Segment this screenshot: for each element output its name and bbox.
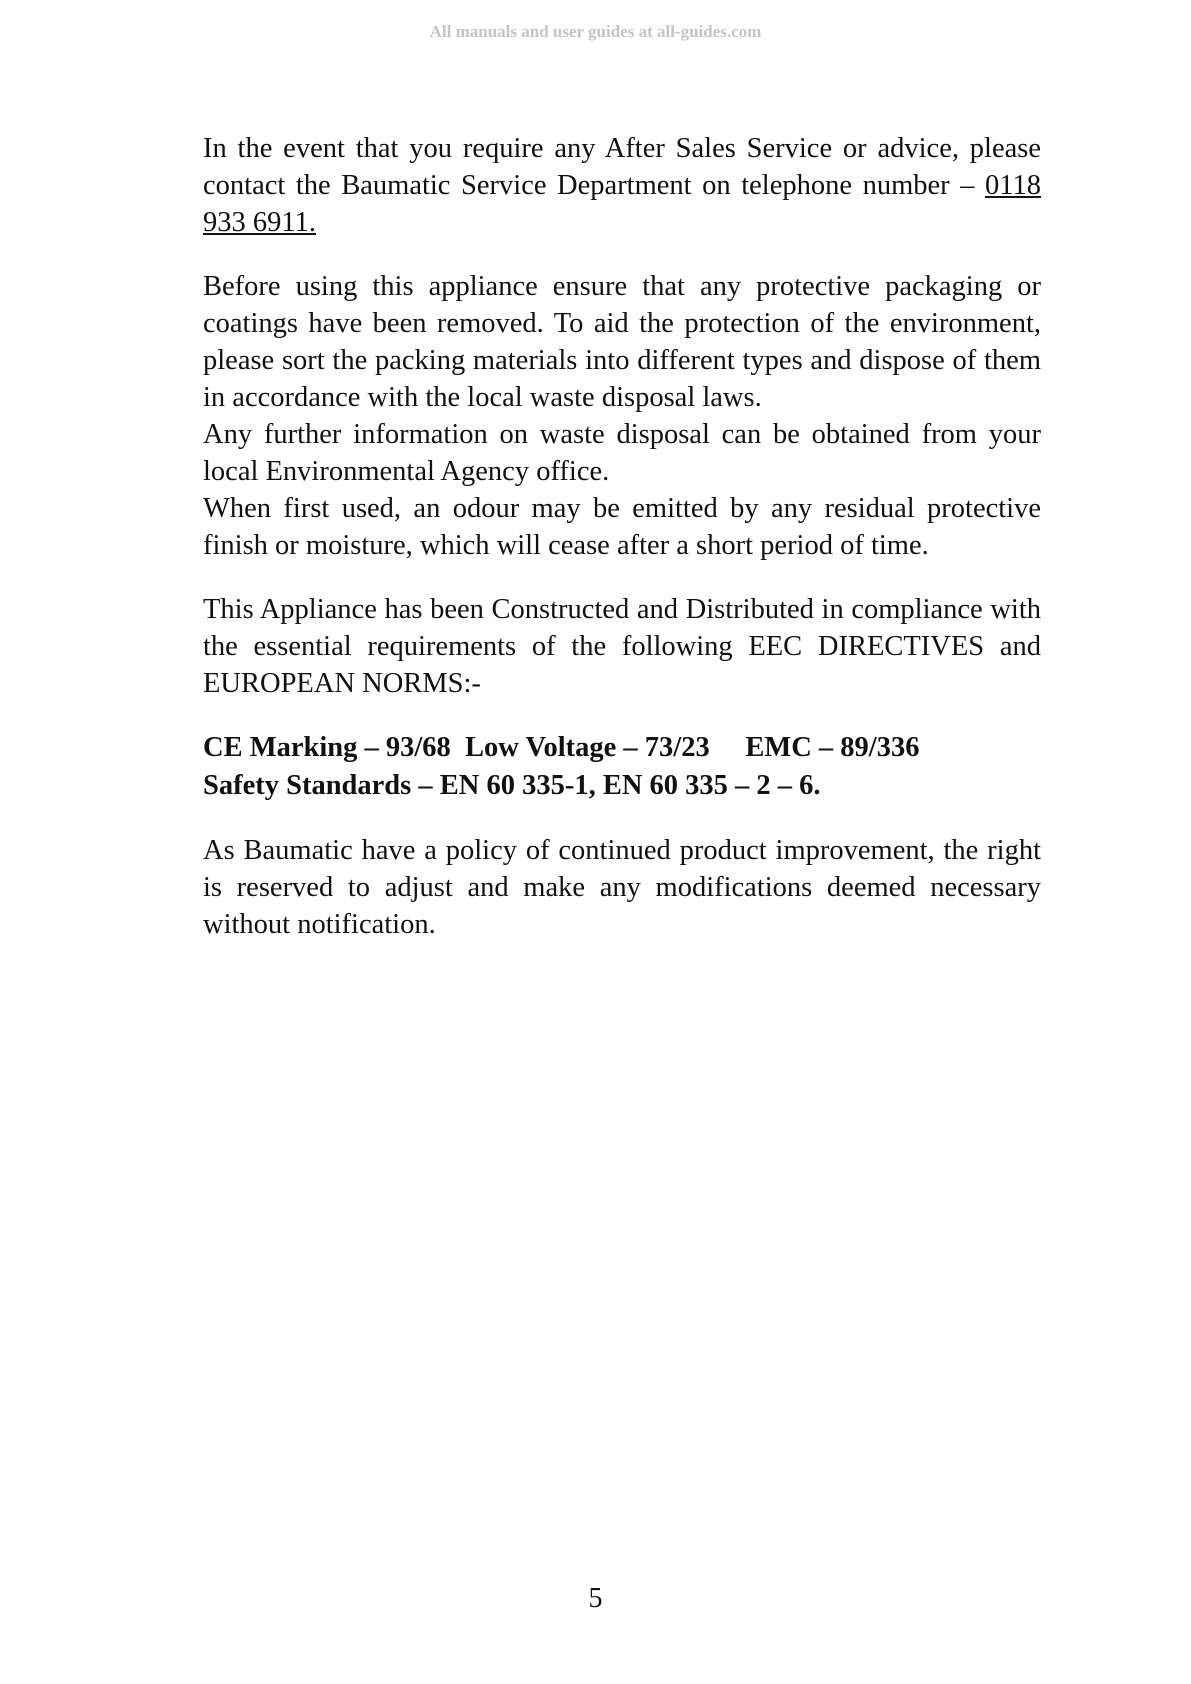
watermark-header: All manuals and user guides at all-guides.com [429, 22, 762, 41]
odour-paragraph: When first used, an odour may be emitted by any residual protective finish or moisture, which will cease after a short period of time. [203, 493, 1041, 561]
waste-info-paragraph: Any further information on waste disposal can be obtained from your local Environmental Agency office. [203, 419, 1041, 487]
document-body [203, 130, 1041, 943]
packaging-paragraph: Before using this appliance ensure that any protective packaging or coatings have been removed. To aid the protection of the environment, please sort the packing materials into different types and dispose of them in accordance with the local waste disposal laws. [203, 271, 1041, 413]
service-paragraph [203, 130, 1041, 241]
service-phone-link[interactable]: 0118 933 6911. [203, 170, 1041, 238]
norms-block [203, 729, 1041, 805]
policy-paragraph: As Baumatic have a policy of continued product improvement, the right is reserved to adjust and make any modifications deemed necessary without notification. [203, 835, 1041, 940]
norms-line-directives: CE Marking – 93/68 Low Voltage – 73/23 EMC – 89/336 [203, 732, 920, 763]
norms-line-safety-standards: Safety Standards – EN 60 335-1, EN 60 335 – 2 – 6. [203, 770, 821, 801]
service-intro-text: In the event that you require any After Sales Service or advice, please contact the Baumatic Service Department on telephone number – [203, 133, 1041, 201]
compliance-paragraph: This Appliance has been Constructed and Distributed in compliance with the essential requirements of the following EEC DIRECTIVES and EUROPEAN NORMS:- [203, 594, 1041, 699]
page-number: 5 [588, 1583, 603, 1614]
